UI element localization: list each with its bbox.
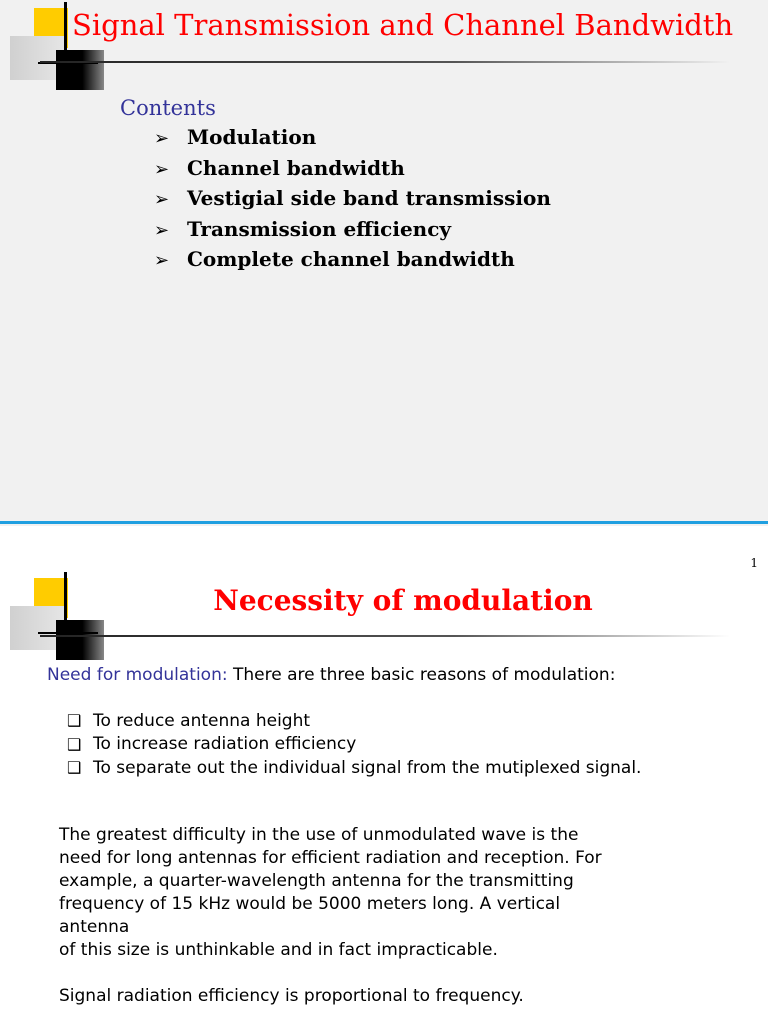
arrow-bullet-icon: ➢ [154,219,170,241]
title-rule [40,635,730,637]
paragraph-line: The greatest difficulty in the use of unmodulated wave is the [59,825,579,845]
intro-line [47,665,615,685]
list-item: ➢ Transmission efficiency [154,216,452,241]
need-text: There are three basic reasons of modulation: [227,665,616,685]
slide-title: Necessity of modulation [213,584,593,617]
slide-title: Signal Transmission and Channel Bandwidth [72,8,734,42]
title-rule [40,61,730,63]
paragraph-line: need for long antennas for efficient radiation and reception. For [59,848,602,868]
list-item: ➢ Modulation [154,125,317,149]
arrow-bullet-icon: ➢ [154,189,170,210]
body-paragraph-2: Signal radiation efficiency is proportional to frequency. [59,986,524,1006]
list-item: ➢ Vestigial side band transmission [154,186,551,210]
vertical-line [64,2,67,90]
body-paragraph [59,824,699,962]
paragraph-line: example, a quarter-wavelength antenna for the transmitting [59,871,574,891]
list-item: ➢ Channel bandwidth [154,155,405,180]
need-label: Need for modulation: [47,665,228,685]
list-item: ❑ To increase radiation efficiency [67,734,357,755]
paragraph-line: frequency of 15 kHz would be 5000 meters long. A vertical [59,894,561,914]
arrow-bullet-icon: ➢ [154,128,170,149]
arrow-bullet-icon: ➢ [154,158,170,180]
list-item: ❑ To reduce antenna height [67,710,311,731]
contents-heading: Contents [120,96,216,120]
contents-list [154,125,551,278]
arrow-bullet-icon: ➢ [154,250,170,271]
list-item: ➢ Complete channel bandwidth [154,247,515,271]
checkbox-bullet-icon: ❑ [67,758,82,778]
checkbox-bullet-icon: ❑ [67,711,82,731]
page-number: 1 [750,556,758,570]
slide-2 [0,576,768,1024]
checkbox-bullet-icon: ❑ [67,734,82,754]
paragraph-line: antenna [59,917,130,937]
paragraph-line: of this size is unthinkable and in fact impracticable. [59,940,498,960]
horizontal-line [38,632,98,634]
slide-divider [0,521,768,524]
list-item: ❑ To separate out the individual signal from the mutiplexed signal. [67,757,642,778]
reasons-list [67,709,641,780]
